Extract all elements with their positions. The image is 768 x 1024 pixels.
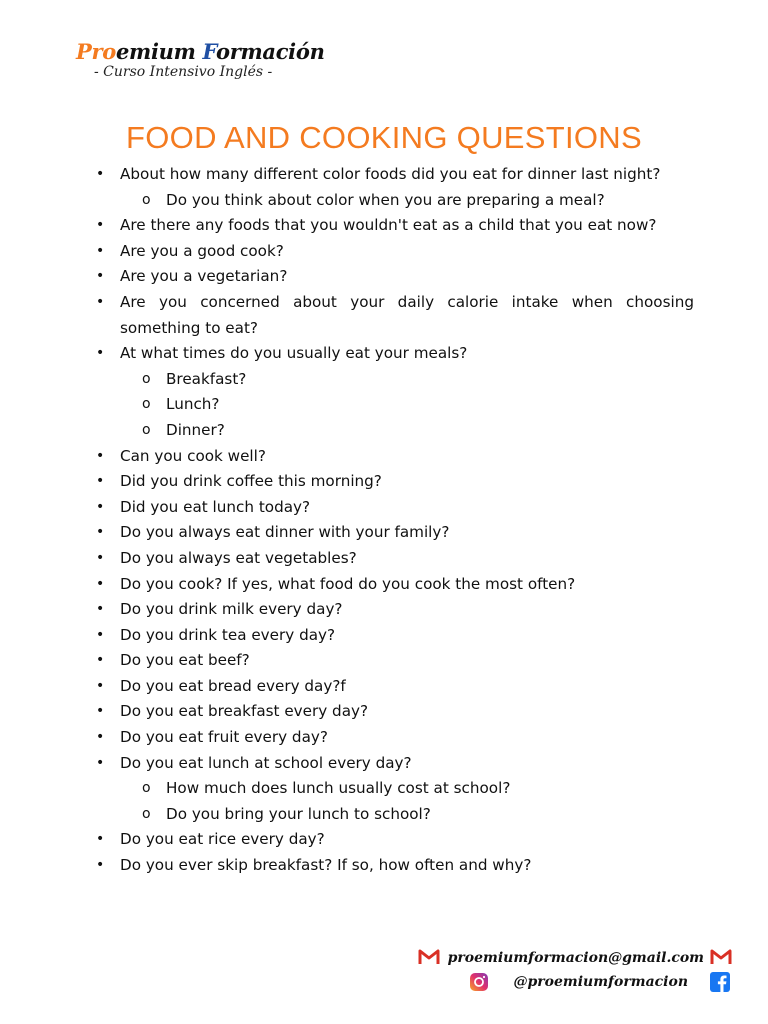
brand-name-part: F — [202, 39, 216, 64]
facebook-icon — [710, 972, 732, 992]
question-item: • Do you drink milk every day? — [94, 597, 694, 623]
footer-email[interactable]: proemiumformacion@gmail.com — [447, 950, 704, 966]
gmail-icon — [710, 948, 732, 968]
sub-question: o Do you think about color when you are preparing a meal? — [94, 188, 694, 214]
sub-question: o Breakfast? — [94, 367, 694, 393]
question-item: • Are there any foods that you wouldn't eat as a child that you eat now? — [94, 213, 694, 239]
question-item: • Do you eat lunch at school every day? — [94, 751, 694, 777]
question-item: • Do you eat bread every day?f — [94, 674, 694, 700]
question-item: • Can you cook well? — [94, 444, 694, 470]
sub-question: o Do you bring your lunch to school? — [94, 802, 694, 828]
question-item: • Do you always eat dinner with your family? — [94, 520, 694, 546]
question-item: • Do you cook? If yes, what food do you cook the most often? — [94, 572, 694, 598]
question-item: • Do you ever skip breakfast? If so, how often and why? — [94, 853, 694, 879]
brand-name-part: emium — [115, 39, 203, 64]
question-item: • Are you a good cook? — [94, 239, 694, 265]
brand-name-part: ormación — [216, 39, 325, 64]
question-item: • Are you a vegetarian? — [94, 264, 694, 290]
question-list — [94, 162, 694, 879]
question-item: • Did you drink coffee this morning? — [94, 469, 694, 495]
page-title: FOOD AND COOKING QUESTIONS — [126, 120, 642, 155]
footer-social-row — [469, 972, 732, 992]
instagram-icon — [469, 972, 491, 992]
question-item: • Do you eat beef? — [94, 648, 694, 674]
footer-email-row — [418, 948, 732, 968]
question-item: • Do you eat breakfast every day? — [94, 699, 694, 725]
footer-social-handle[interactable]: @proemiumformacion — [513, 974, 688, 990]
sub-question: o Lunch? — [94, 392, 694, 418]
question-item: • About how many different color foods did you eat for dinner last night? — [94, 162, 694, 188]
question-item: • Do you eat fruit every day? — [94, 725, 694, 751]
question-item: • Did you eat lunch today? — [94, 495, 694, 521]
question-item: • Are you concerned about your daily calorie intake when choosing something to eat? — [94, 290, 694, 341]
question-item: • At what times do you usually eat your meals? — [94, 341, 694, 367]
question-item: • Do you always eat vegetables? — [94, 546, 694, 572]
brand-name-part: Pro — [76, 39, 116, 64]
gmail-icon — [418, 948, 440, 968]
sub-question: o Dinner? — [94, 418, 694, 444]
brand-subtitle: - Curso Intensivo Inglés - — [94, 64, 273, 80]
sub-question: o How much does lunch usually cost at school? — [94, 776, 694, 802]
brand-logo — [76, 40, 325, 80]
question-item: • Do you drink tea every day? — [94, 623, 694, 649]
brand-name — [76, 40, 325, 64]
question-item: • Do you eat rice every day? — [94, 827, 694, 853]
